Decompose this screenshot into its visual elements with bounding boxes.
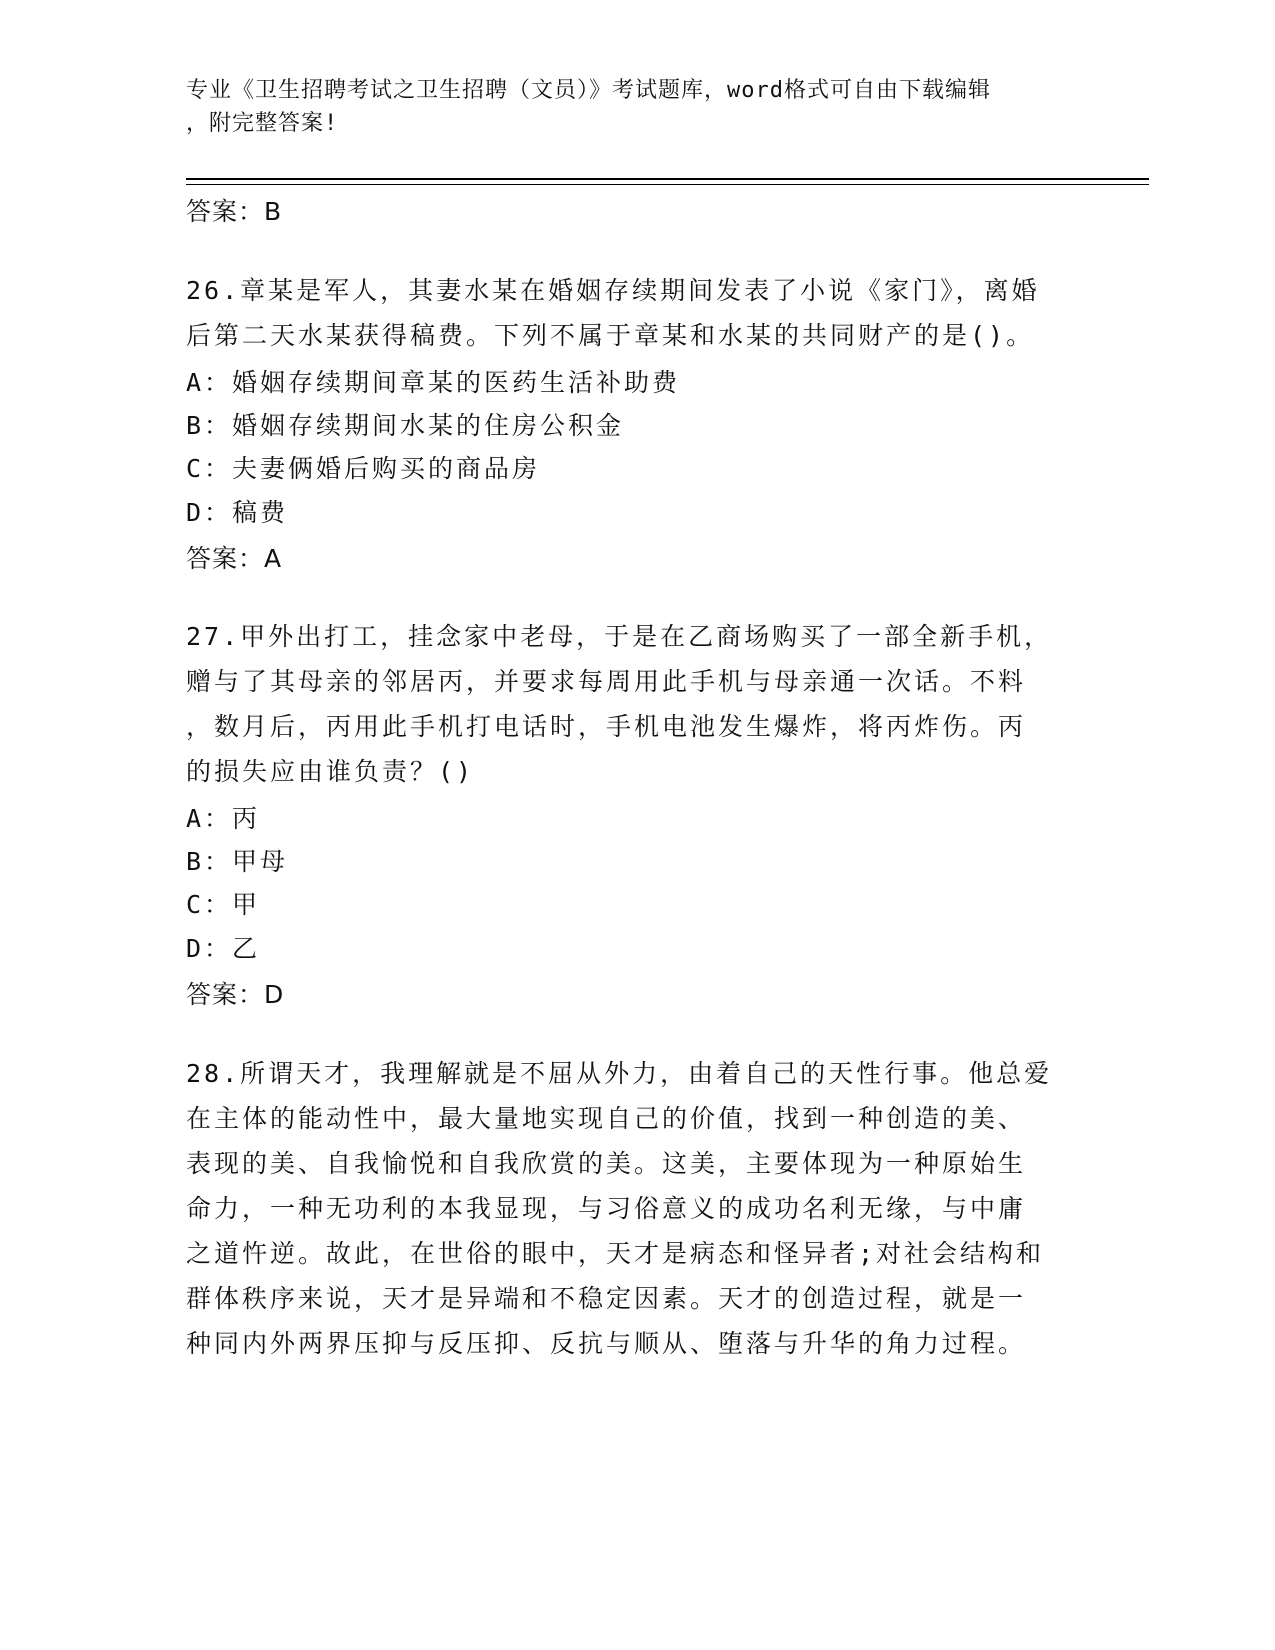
question-27-line: ，数月后，丙用此手机打电话时，手机电池发生爆炸，将丙炸伤。丙	[186, 712, 1027, 741]
question-26-option-b: B：婚姻存续期间水某的住房公积金	[186, 411, 625, 440]
header-rule-thin	[186, 184, 1149, 185]
question-27-text	[186, 614, 1076, 794]
question-28-text	[186, 1051, 1076, 1366]
question-28-line: 28.所谓天才，我理解就是不屈从外力，由着自己的天性行事。他总爱	[186, 1059, 1053, 1088]
question-27-option-b: B：甲母	[186, 847, 289, 876]
answer-26: 答案：A	[186, 544, 283, 573]
question-27-option-c: C：甲	[186, 890, 261, 919]
question-27-line: 赠与了其母亲的邻居丙，并要求每周用此手机与母亲通一次话。不料	[186, 667, 1027, 696]
question-27-line: 27.甲外出打工，挂念家中老母，于是在乙商场购买了一部全新手机，	[186, 622, 1053, 651]
question-28-line: 在主体的能动性中，最大量地实现自己的价值，找到一种创造的美、	[186, 1104, 1027, 1133]
question-27-option-d: D：乙	[186, 934, 261, 963]
header-rule-thick	[186, 178, 1149, 180]
question-26-line: 26.章某是军人，其妻水某在婚姻存续期间发表了小说《家门》，离婚	[186, 276, 1040, 305]
question-28-line: 群体秩序来说，天才是异端和不稳定因素。天才的创造过程，就是一	[186, 1284, 1027, 1313]
question-26-option-a: A：婚姻存续期间章某的医药生活补助费	[186, 368, 681, 397]
header-line-1: 专业《卫生招聘考试之卫生招聘（文员）》考试题库，word格式可自由下载编辑	[186, 78, 991, 103]
question-28-line: 之道忤逆。故此，在世俗的眼中，天才是病态和怪异者;对社会结构和	[186, 1239, 1045, 1268]
question-28-line: 种同内外两界压抑与反压抑、反抗与顺从、堕落与升华的角力过程。	[186, 1329, 1027, 1358]
document-header	[186, 74, 1056, 140]
question-26-option-c: C：夫妻俩婚后购买的商品房	[186, 454, 541, 483]
answer-25: 答案：B	[186, 197, 283, 226]
question-26-text	[186, 268, 1076, 358]
question-28-line: 命力，一种无功利的本我显现，与习俗意义的成功名利无缘，与中庸	[186, 1194, 1027, 1223]
question-28-line: 表现的美、自我愉悦和自我欣赏的美。这美，主要体现为一种原始生	[186, 1149, 1027, 1178]
question-26-option-d: D：稿费	[186, 498, 289, 527]
question-27-option-a: A：丙	[186, 804, 261, 833]
header-line-2: ，附完整答案!	[186, 111, 339, 136]
answer-27: 答案：D	[186, 980, 285, 1009]
question-27-line: 的损失应由谁负责？()	[186, 757, 475, 786]
question-26-line: 后第二天水某获得稿费。下列不属于章某和水某的共同财产的是()。	[186, 321, 1035, 350]
